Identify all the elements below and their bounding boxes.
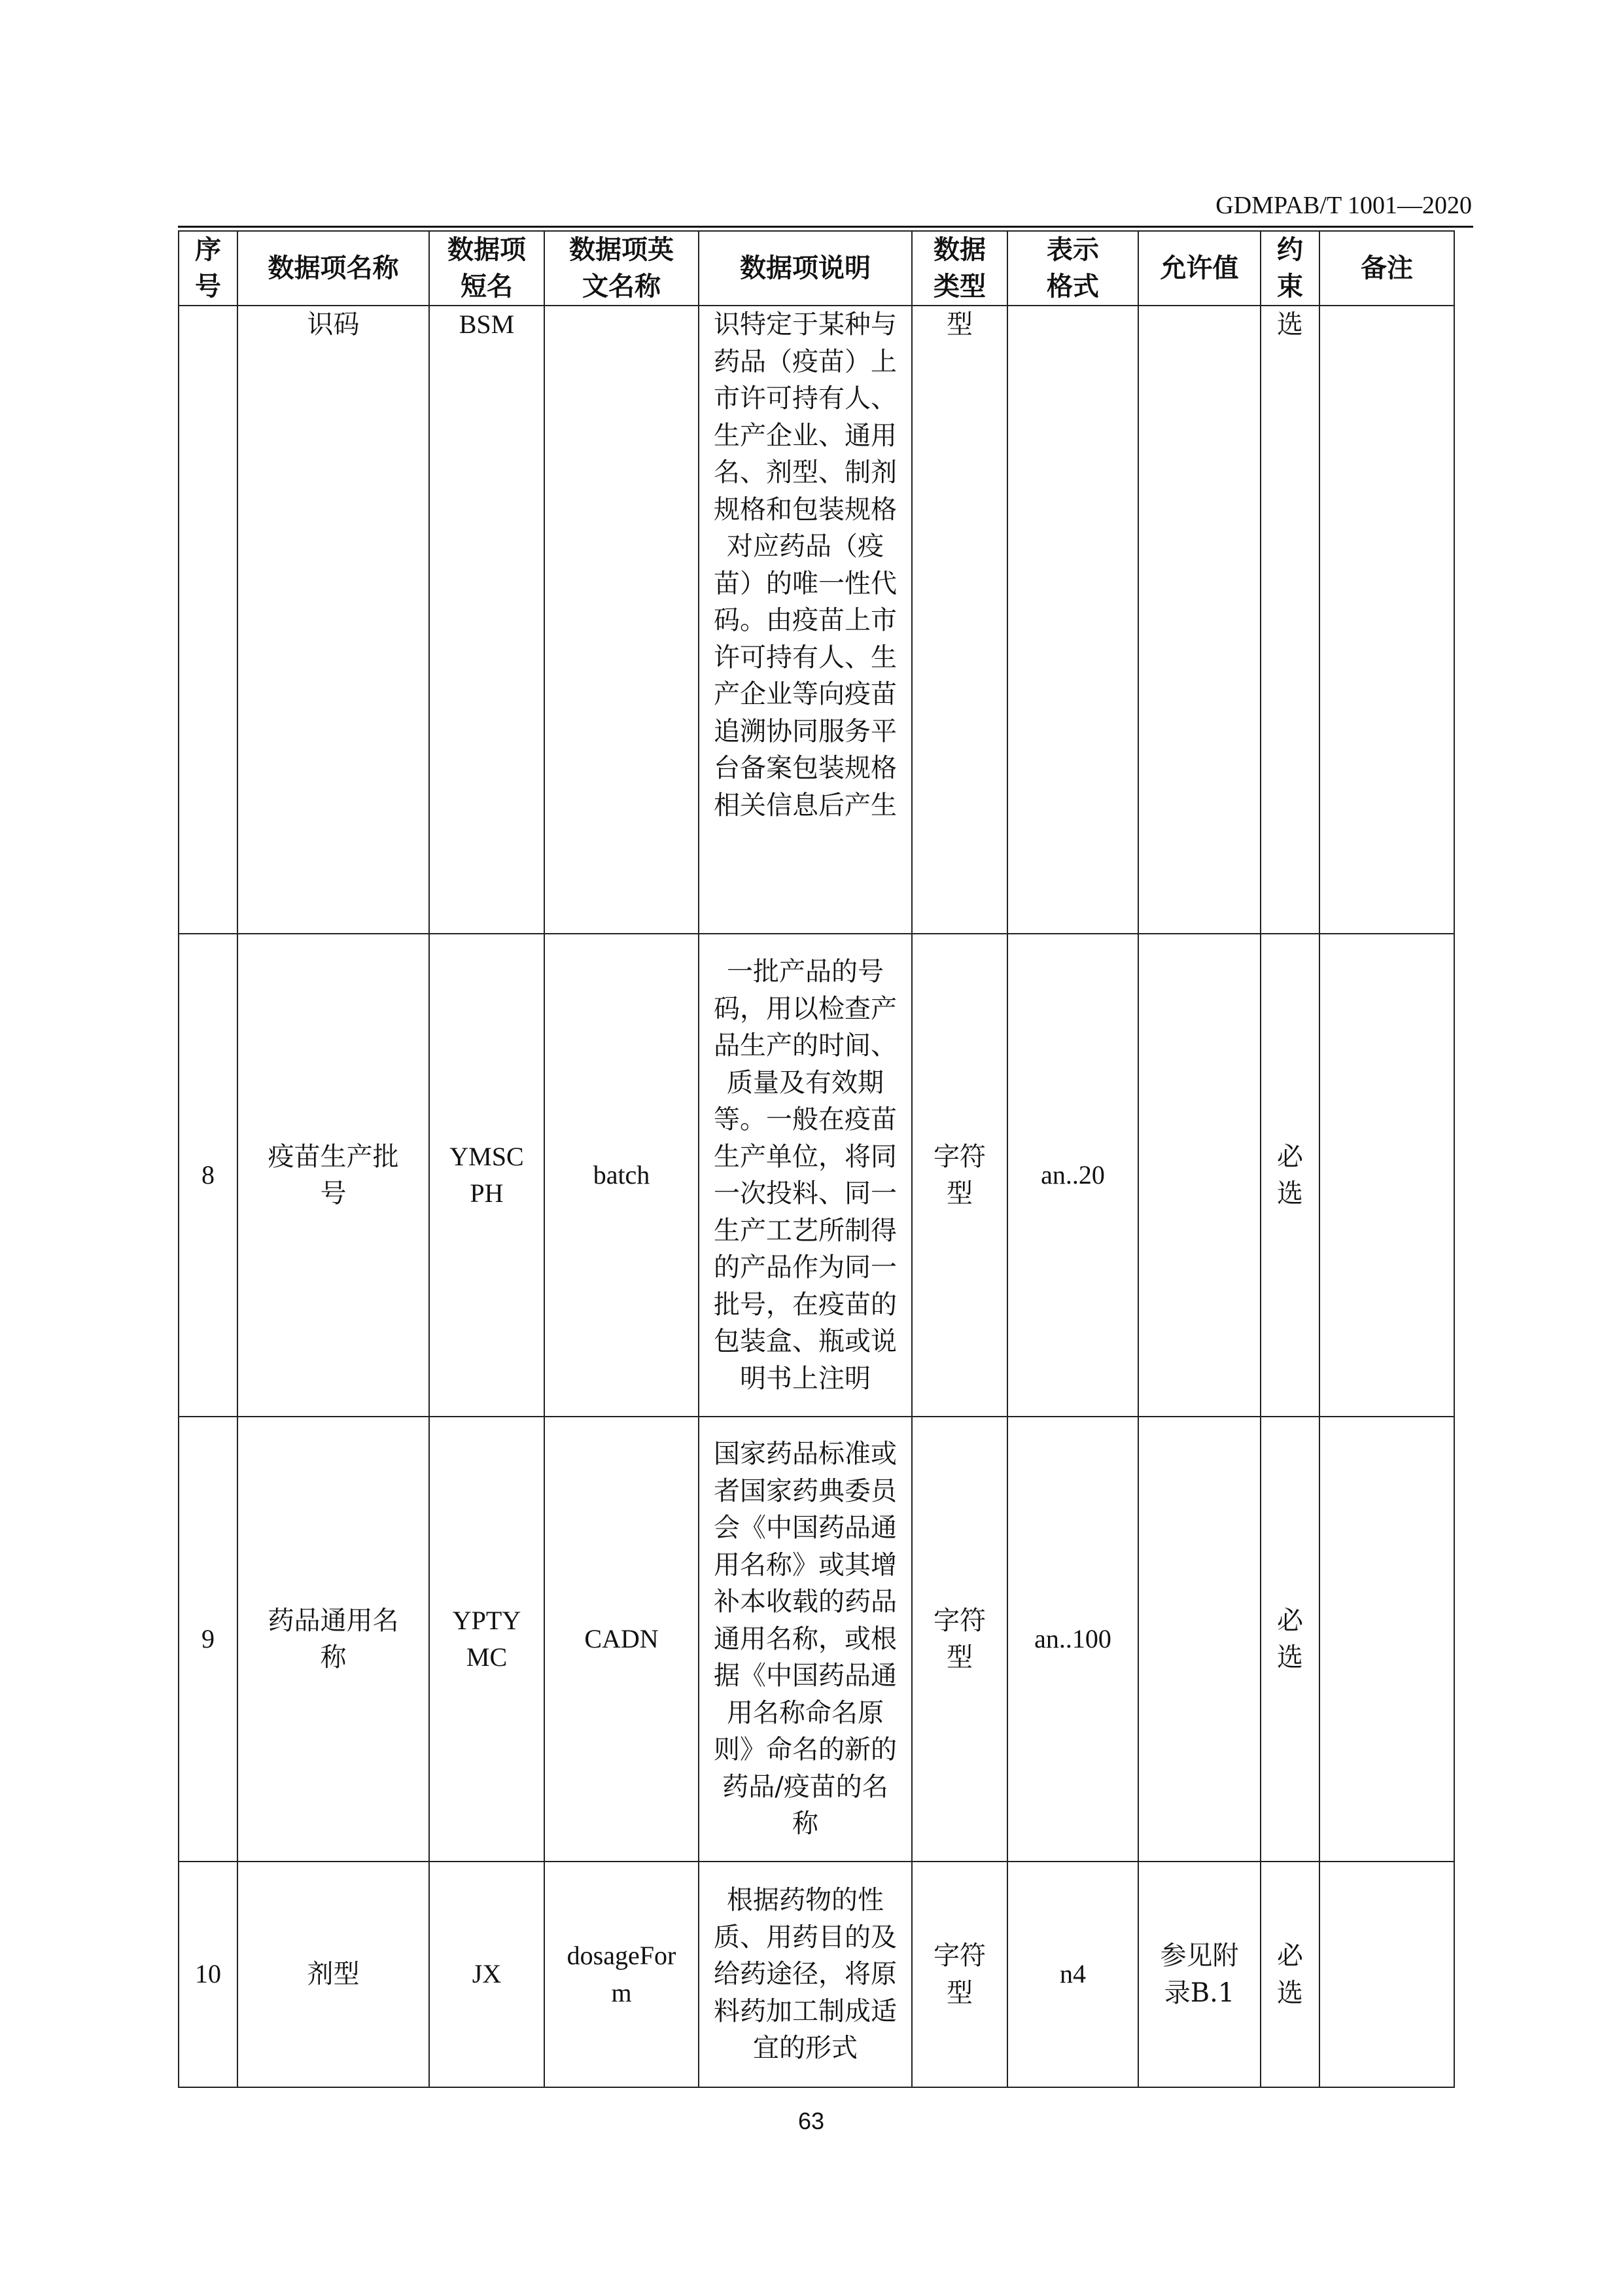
cell-seq: 8 <box>179 934 237 1417</box>
cell-format: n4 <box>1007 1862 1138 2087</box>
cell-short-name: JX <box>429 1862 544 2087</box>
column-header-data-type: 数据类型 <box>912 231 1007 306</box>
column-header-format: 表示格式 <box>1007 231 1138 306</box>
cell-seq <box>179 306 237 934</box>
cell-data-type: 型 <box>912 306 1007 934</box>
standard-code: GDMPAB/T 1001—2020 <box>1215 192 1472 219</box>
table-row <box>179 1417 1454 1862</box>
cell-remark <box>1319 306 1454 934</box>
cell-description: 根据药物的性质、用药目的及给药途径，将原料药加工制成适宜的形式 <box>699 1862 912 2087</box>
cell-constraint: 必选 <box>1261 1417 1319 1862</box>
cell-description: 国家药品标准或者国家药典委员会《中国药品通用名称》或其增补本收载的药品通用名称，或根据《中国药品通用名称命名原则》命名的新的药品/疫苗的名称 <box>699 1417 912 1862</box>
cell-english-name: batch <box>544 934 699 1417</box>
cell-short-name: YPTYMC <box>429 1417 544 1862</box>
table-row <box>179 306 1454 934</box>
page-number: 63 <box>797 2108 825 2134</box>
table-row <box>179 1862 1454 2087</box>
cell-constraint: 必选 <box>1261 1862 1319 2087</box>
cell-english-name: dosageForm <box>544 1862 699 2087</box>
cell-remark <box>1319 934 1454 1417</box>
cell-allowed-values <box>1138 1417 1261 1862</box>
cell-remark <box>1319 1417 1454 1862</box>
table-header-row <box>179 231 1454 306</box>
cell-format <box>1007 306 1138 934</box>
cell-constraint: 必选 <box>1261 934 1319 1417</box>
column-header-allowed-values: 允许值 <box>1138 231 1261 306</box>
cell-data-type: 字符型 <box>912 934 1007 1417</box>
cell-allowed-values <box>1138 306 1261 934</box>
cell-name: 识码 <box>237 306 429 934</box>
cell-seq: 9 <box>179 1417 237 1862</box>
column-header-constraint: 约束 <box>1261 231 1319 306</box>
header-rule <box>178 226 1473 228</box>
cell-constraint: 选 <box>1261 306 1319 934</box>
cell-format: an..100 <box>1007 1417 1138 1862</box>
cell-name: 剂型 <box>237 1862 429 2087</box>
column-header-seq: 序号 <box>179 231 237 306</box>
column-header-name: 数据项名称 <box>237 231 429 306</box>
cell-data-type: 字符型 <box>912 1862 1007 2087</box>
cell-short-name: BSM <box>429 306 544 934</box>
cell-description: 一批产品的号码，用以检查产品生产的时间、质量及有效期等。一般在疫苗生产单位，将同一次投料、同一生产工艺所制得的产品作为同一批号，在疫苗的包装盒、瓶或说明书上注明 <box>699 934 912 1417</box>
column-header-remark: 备注 <box>1319 231 1454 306</box>
cell-data-type: 字符型 <box>912 1417 1007 1862</box>
cell-format: an..20 <box>1007 934 1138 1417</box>
data-element-table <box>178 230 1455 2088</box>
cell-english-name <box>544 306 699 934</box>
table-row <box>179 934 1454 1417</box>
column-header-short-name: 数据项短名 <box>429 231 544 306</box>
cell-description: 识特定于某种与药品（疫苗）上市许可持有人、生产企业、通用名、剂型、制剂规格和包装规格对应药品（疫苗）的唯一性代码。由疫苗上市许可持有人、生产企业等向疫苗追溯协同服务平台备案包装规格相关信息后产生 <box>699 306 912 934</box>
cell-allowed-values: 参见附录B.1 <box>1138 1862 1261 2087</box>
cell-short-name: YMSCPH <box>429 934 544 1417</box>
cell-remark <box>1319 1862 1454 2087</box>
cell-name: 疫苗生产批号 <box>237 934 429 1417</box>
cell-seq: 10 <box>179 1862 237 2087</box>
column-header-description: 数据项说明 <box>699 231 912 306</box>
cell-name: 药品通用名称 <box>237 1417 429 1862</box>
cell-english-name: CADN <box>544 1417 699 1862</box>
cell-allowed-values <box>1138 934 1261 1417</box>
column-header-english-name: 数据项英文名称 <box>544 231 699 306</box>
